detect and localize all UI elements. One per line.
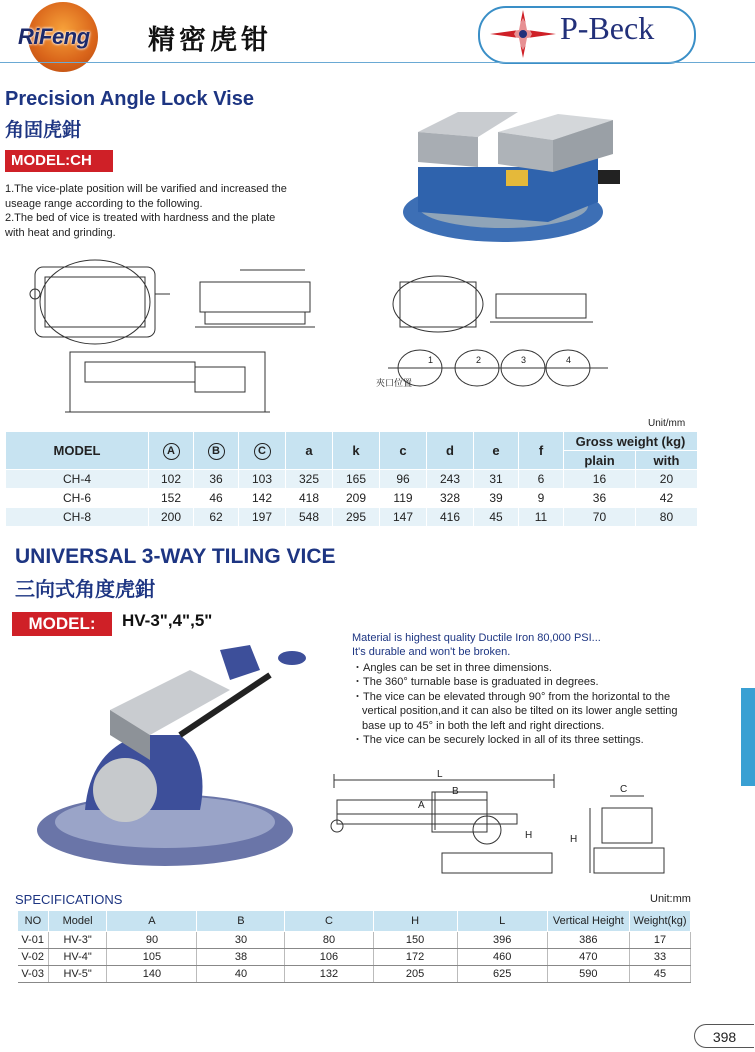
table-cell: 46 [194,489,239,508]
table-cell: 548 [286,508,333,527]
col-header: NO [18,911,49,932]
page-title-zh: 精密虎钳 [148,25,272,55]
ch-spec-table [5,431,698,527]
table-cell: 416 [427,508,474,527]
table-row [18,949,691,966]
table-cell: 147 [380,508,427,527]
pbeck-logo-text: P-Beck [560,10,655,46]
jaw-position-label: 夾口位置 [376,378,413,388]
table-cell: 62 [194,508,239,527]
col-header: MODEL [6,432,149,470]
material-line: It's durable and won't be broken. [352,645,511,658]
note-line: 1.The vice-plate position will be varified and increased the [5,183,287,195]
table-cell: 142 [239,489,286,508]
table-cell: 152 [149,489,194,508]
table-cell: 197 [239,508,286,527]
col-header: Weight(kg) [630,911,691,932]
table-cell: 165 [333,470,380,489]
col-header: Vertical Height [547,911,629,932]
angle-lock-vise-drawing [15,252,345,420]
table-cell: 200 [149,508,194,527]
table-cell: 172 [373,949,457,966]
circle-label: C [254,443,271,460]
table-cell: 30 [197,932,285,949]
table-cell: 45 [474,508,519,527]
table-cell: 16 [564,470,636,489]
col-header: Model [48,911,107,932]
col-header: d [427,432,474,470]
table-cell: 386 [547,932,629,949]
dim-label-A: A [418,800,425,811]
table-cell: 105 [107,949,197,966]
table-cell: 325 [286,470,333,489]
table-cell: 70 [564,508,636,527]
col-header: C [285,911,373,932]
table-cell: 209 [333,489,380,508]
section2-model-badge: MODEL: [12,612,112,636]
table-cell: 243 [427,470,474,489]
note-line: 2.The bed of vice is treated with hardness and the plate [5,212,276,224]
note-line: useage range according to the following. [5,197,203,210]
col-header: e [474,432,519,470]
table-cell: 418 [286,489,333,508]
table-cell: 17 [630,932,691,949]
table-cell: 96 [380,470,427,489]
table-cell: 106 [285,949,373,966]
col-header: c [380,432,427,470]
table-cell: 470 [547,949,629,966]
feature-item: ・The vice can be elevated through 90° from the horizontal to the vertical position,and it can also be tilted on its lower angle setting base up to 45° in both the left and right directions. [352,690,678,732]
dim-label-L: L [437,769,443,780]
table-cell: CH-8 [6,508,149,527]
col-header [194,432,239,470]
col-header: plain [564,451,636,470]
table-cell: CH-4 [6,470,149,489]
table-cell: 205 [373,966,457,983]
table-cell: 42 [635,489,697,508]
section2-model-value: HV-3",4",5" [122,611,213,630]
table-cell: 31 [474,470,519,489]
rifeng-logo-text: RiFeng [18,24,90,49]
table-cell: HV-3" [48,932,107,949]
vise-positions-drawing [378,272,608,392]
col-header [149,432,194,470]
table-row [18,932,691,949]
section1-title: Precision Angle Lock Vise [5,88,254,110]
section2-title: UNIVERSAL 3-WAY TILING VICE [15,545,336,568]
table-cell: 460 [457,949,547,966]
table-cell: 396 [457,932,547,949]
circle-label: A [163,443,180,460]
table-cell: 80 [635,508,697,527]
material-note [352,632,692,659]
table-cell: 80 [285,932,373,949]
section1-unit: Unit/mm [648,418,686,429]
col-header: A [107,911,197,932]
hv-spec-table [17,910,691,983]
col-header [239,432,286,470]
table-row [6,489,698,508]
col-header: k [333,432,380,470]
table-cell: 20 [635,470,697,489]
table-cell: 36 [194,470,239,489]
table-cell: 11 [519,508,564,527]
table-cell: 9 [519,489,564,508]
dim-label-H2: H [570,834,578,845]
table-cell: 6 [519,470,564,489]
feature-item: ・The vice can be securely locked in all of its three settings. [352,734,644,747]
note-line: with heat and grinding. [5,226,116,239]
table-cell: 33 [630,949,691,966]
table-cell: 40 [197,966,285,983]
table-cell: HV-4" [48,949,107,966]
col-header: L [457,911,547,932]
table-cell: 103 [239,470,286,489]
feature-item: ・Angles can be set in three dimensions. [352,662,552,674]
table-cell: 590 [547,966,629,983]
specs-title: SPECIFICATIONS [15,892,123,907]
material-line: Material is highest quality Ductile Iron 80,000 PSI... [352,632,601,644]
table-cell: 39 [474,489,519,508]
position-label: 3 [521,355,527,365]
col-header: f [519,432,564,470]
table-row [18,966,691,983]
table-cell: HV-5" [48,966,107,983]
table-cell: 45 [630,966,691,983]
col-header: with [635,451,697,470]
position-label: 4 [566,355,572,365]
feature-list [352,661,697,747]
angle-lock-vise-photo [398,92,628,252]
feature-item: ・The 360° turnable base is graduated in degrees. [352,676,599,689]
table-cell: 119 [380,489,427,508]
section1-title-zh: 角固虎鉗 [5,120,82,141]
section2-unit: Unit:mm [650,893,691,905]
compass-star-icon [488,8,558,60]
table-cell: 328 [427,489,474,508]
section1-model-badge: MODEL:CH [5,150,113,172]
table-cell: 38 [197,949,285,966]
table-cell: 132 [285,966,373,983]
tilting-vice-photo [30,640,310,875]
table-cell: 102 [149,470,194,489]
table-cell: 295 [333,508,380,527]
page-number: 398 [694,1024,754,1048]
table-cell: 150 [373,932,457,949]
col-header: B [197,911,285,932]
table-cell: 36 [564,489,636,508]
table-cell: 625 [457,966,547,983]
col-header: H [373,911,457,932]
table-cell: V-03 [18,966,49,983]
table-cell: CH-6 [6,489,149,508]
dim-label-B: B [452,786,459,797]
dim-label-C: C [620,784,628,795]
section1-notes [5,182,287,240]
table-cell: 90 [107,932,197,949]
table-cell: 140 [107,966,197,983]
position-label: 2 [476,355,482,365]
col-header-group: Gross weight (kg) [564,432,698,451]
circle-label: B [208,443,225,460]
table-row [6,508,698,527]
table-cell: V-02 [18,949,49,966]
header-divider [0,62,755,63]
col-header: a [286,432,333,470]
table-cell: V-01 [18,932,49,949]
section2-title-zh: 三向式角度虎鉗 [15,579,155,601]
position-label: 1 [428,355,434,365]
dim-label-H: H [525,830,533,841]
table-row [6,470,698,489]
side-tab [741,688,755,786]
